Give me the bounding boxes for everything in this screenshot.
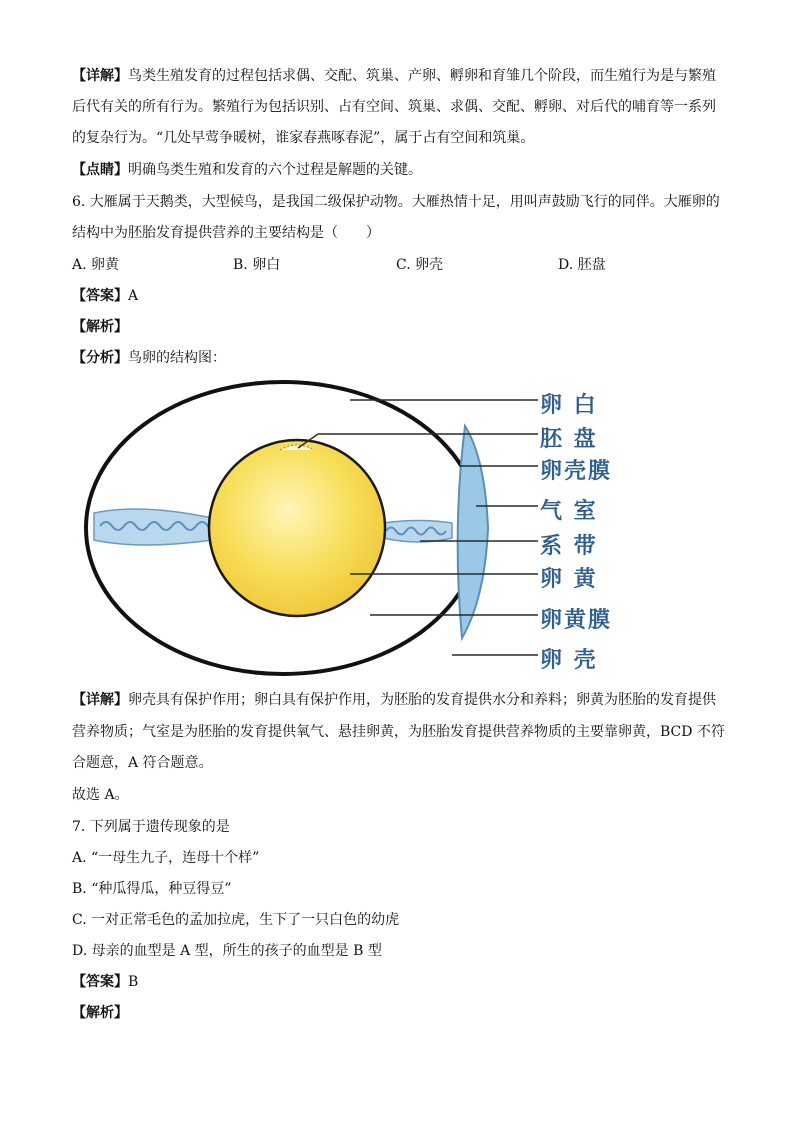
q7-jiexi <box>72 1003 128 1023</box>
label-shell-membrane: 卵壳膜 <box>540 459 613 484</box>
label-albumen: 卵 白 <box>540 393 598 418</box>
label-germinal-disc: 胚 盘 <box>540 427 598 452</box>
chalaza-right <box>383 521 452 543</box>
q6-option-b: B. 卵白 <box>233 257 281 273</box>
label-yolk: 卵 黄 <box>540 567 598 592</box>
detail6-line-1 <box>72 690 716 710</box>
q6-option-a: A. 卵黄 <box>72 257 120 273</box>
q6-jiexi <box>72 317 128 337</box>
choose6: 故选 A。 <box>72 787 129 803</box>
q7-option-c: C. 一对正常毛色的孟加拉虎，生下了一只白色的幼虎 <box>72 912 400 928</box>
q6-option-d: D. 胚盘 <box>558 257 606 273</box>
answer-text: A <box>128 288 139 304</box>
q6-option-c: C. 卵壳 <box>396 257 444 273</box>
detail-tag: 【详解】 <box>72 68 128 84</box>
tip-tag: 【点睛】 <box>72 162 128 178</box>
q7-answer <box>72 972 138 992</box>
air-cell-shape <box>458 426 488 638</box>
tip-text: 明确鸟类生殖和发育的六个过程是解题的关键。 <box>128 162 422 178</box>
label-chalaza: 系 带 <box>540 534 598 559</box>
detail6-tag: 【详解】 <box>72 692 128 708</box>
jiexi7-tag: 【解析】 <box>72 1005 128 1021</box>
analysis-tag: 【分析】 <box>72 350 128 366</box>
q7-option-a: A. “一母生九子，连母十个样” <box>72 850 260 866</box>
q6-analysis <box>72 348 226 368</box>
detail6-line-3: 合题意，A 符合题意。 <box>72 755 213 771</box>
answer-tag: 【答案】 <box>72 288 128 304</box>
q7-option-b: B. “种瓜得瓜，种豆得豆” <box>72 881 232 897</box>
detail6-line-2: 营养物质；气室是为胚胎的发育提供氧气、悬挂卵黄，为胚胎发育提供营养物质的主要靠卵黄，BCD 不符 <box>72 724 725 740</box>
detail-text: 鸟类生殖发育的过程包括求偶、交配、筑巢、产卵、孵卵和育雏几个阶段，而生殖行为是与繁殖 <box>128 68 716 84</box>
answer7-tag: 【答案】 <box>72 974 128 990</box>
q6-stem-1: 6. 大雁属于天鹅类，大型候鸟，是我国二级保护动物。大雁热情十足，用叫声鼓励飞行的同伴。大雁卵的 <box>72 194 720 210</box>
detail-line-3: 的复杂行为。“几处早莺争暖树，谁家春燕啄春泥”，属于占有空间和筑巢。 <box>72 130 535 146</box>
q7-stem: 7. 下列属于遗传现象的是 <box>72 819 230 835</box>
q6-stem-2: 结构中为胚胎发育提供营养的主要结构是（ ） <box>72 225 380 241</box>
detail6-text: 卵壳具有保护作用；卵白具有保护作用，为胚胎的发育提供水分和养料；卵黄为胚胎的发育提供 <box>128 692 716 708</box>
q6-answer <box>72 286 138 306</box>
tip-line <box>72 160 422 180</box>
answer7-text: B <box>128 974 139 990</box>
label-yolk-membrane: 卵黄膜 <box>540 608 613 633</box>
q7-option-d: D. 母亲的血型是 A 型，所生的孩子的血型是 B 型 <box>72 943 382 959</box>
label-air-cell: 气 室 <box>540 499 598 524</box>
analysis-text: 鸟卵的结构图： <box>128 350 226 366</box>
detail-line-2: 后代有关的所有行为。繁殖行为包括识别、占有空间、筑巢、求偶、交配、孵卵、对后代的哺育等一系列 <box>72 99 716 115</box>
label-eggshell: 卵 壳 <box>540 648 598 673</box>
jiexi-tag: 【解析】 <box>72 319 128 335</box>
detail-line-1 <box>72 66 716 86</box>
yolk <box>209 440 385 616</box>
